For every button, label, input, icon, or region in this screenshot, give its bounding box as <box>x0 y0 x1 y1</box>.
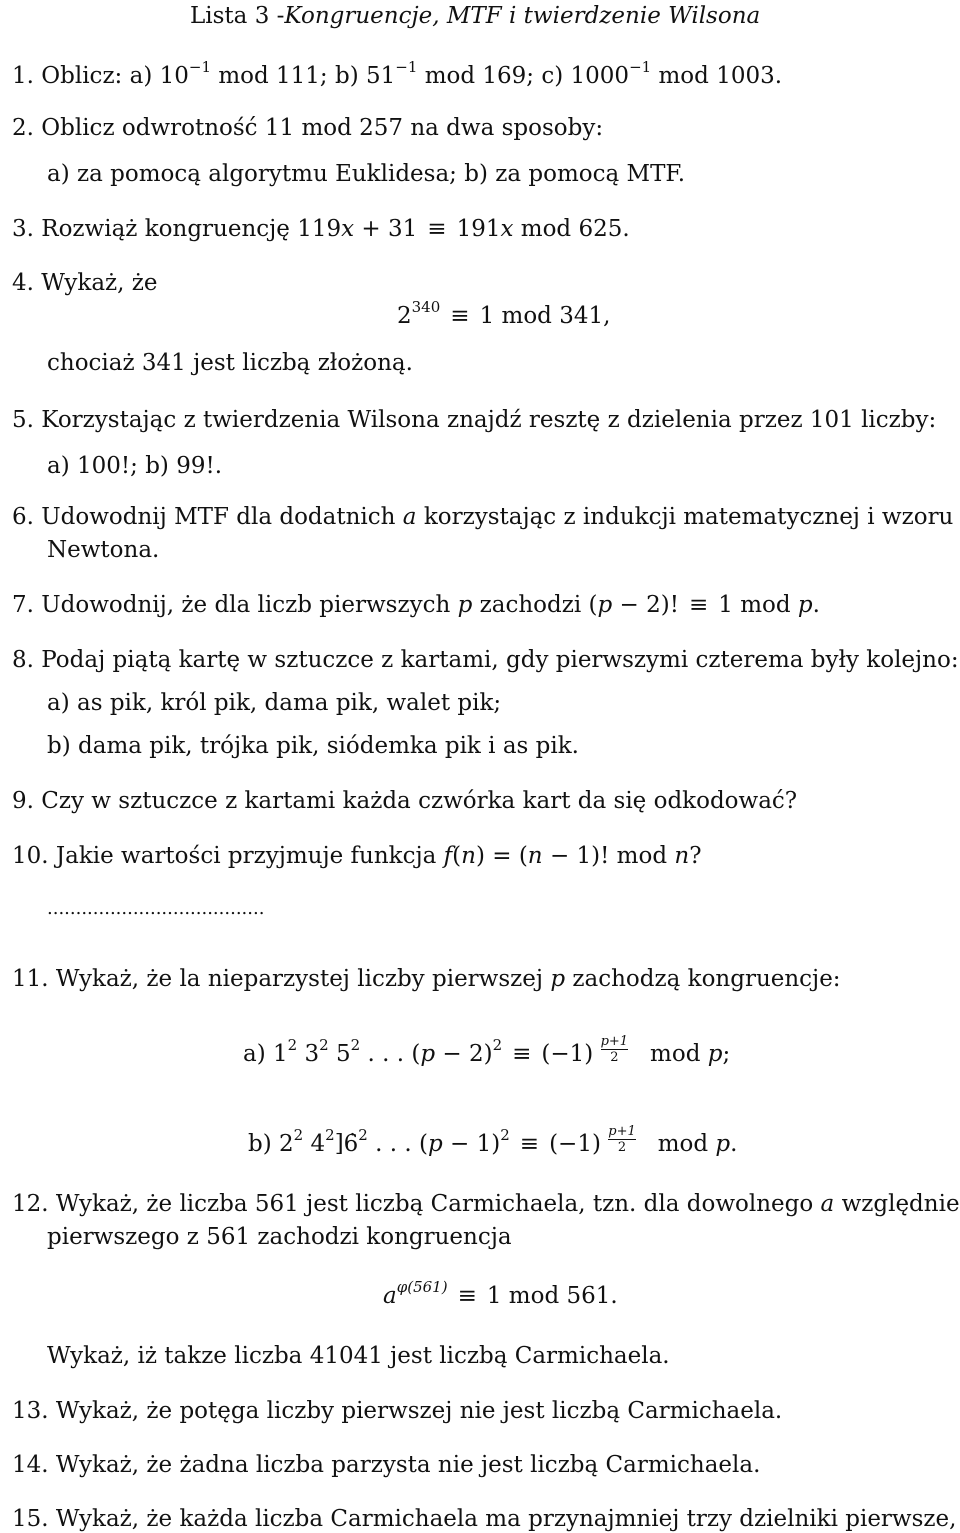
problem-7: 7. Udowodnij, że dla liczb pierwszych p zachodzi (p − 2)! ≡ 1 mod p. <box>12 592 820 618</box>
congruence-b: b) $2^2$ $4^2]6̇^2$ . . . $(p - 1)^2 \equiv (-1)$ $\frac{p+1}{2}$ mod p. <box>248 1124 738 1157</box>
congruence-a: a) $1^2$ $3^2$ $5^2$ . . . $(p - 2)^2 \equiv (-1)$ $\frac{p+1}{2}$ mod p; <box>243 1034 731 1067</box>
problem-9: 9. Czy w sztuczce z kartami każda czwórka kart da się odkodować? <box>12 788 798 814</box>
problem-10: 10. Jakie wartości przyjmuje funkcja f(n) = (n − 1)! mod n? <box>12 843 702 869</box>
page-title: Lista 3 -Kongruencje, MTF i twierdzenie Wilsona <box>190 3 761 29</box>
dotted-separator: ...................................... <box>47 898 265 919</box>
problem-15: 15. Wykaż, że każda liczba Carmichaela ma przynajmniej trzy dzielniki pierwsze, <box>12 1506 957 1532</box>
problem-3: 3. Rozwiąż kongruencję 119x + 31 ≡ 191x mod 625. <box>12 216 630 242</box>
problem-1: 1. Oblicz: a) $10^{-1}$ mod 111; b) $51^{-1}$ mod 169; c) $1000^{-1}$ mod 1003. <box>12 58 783 89</box>
problem-14: 14. Wykaż, że żadna liczba parzysta nie jest liczbą Carmichaela. <box>12 1452 761 1478</box>
problem-13: 13. Wykaż, że potęga liczby pierwszej nie jest liczbą Carmichaela. <box>12 1398 783 1424</box>
